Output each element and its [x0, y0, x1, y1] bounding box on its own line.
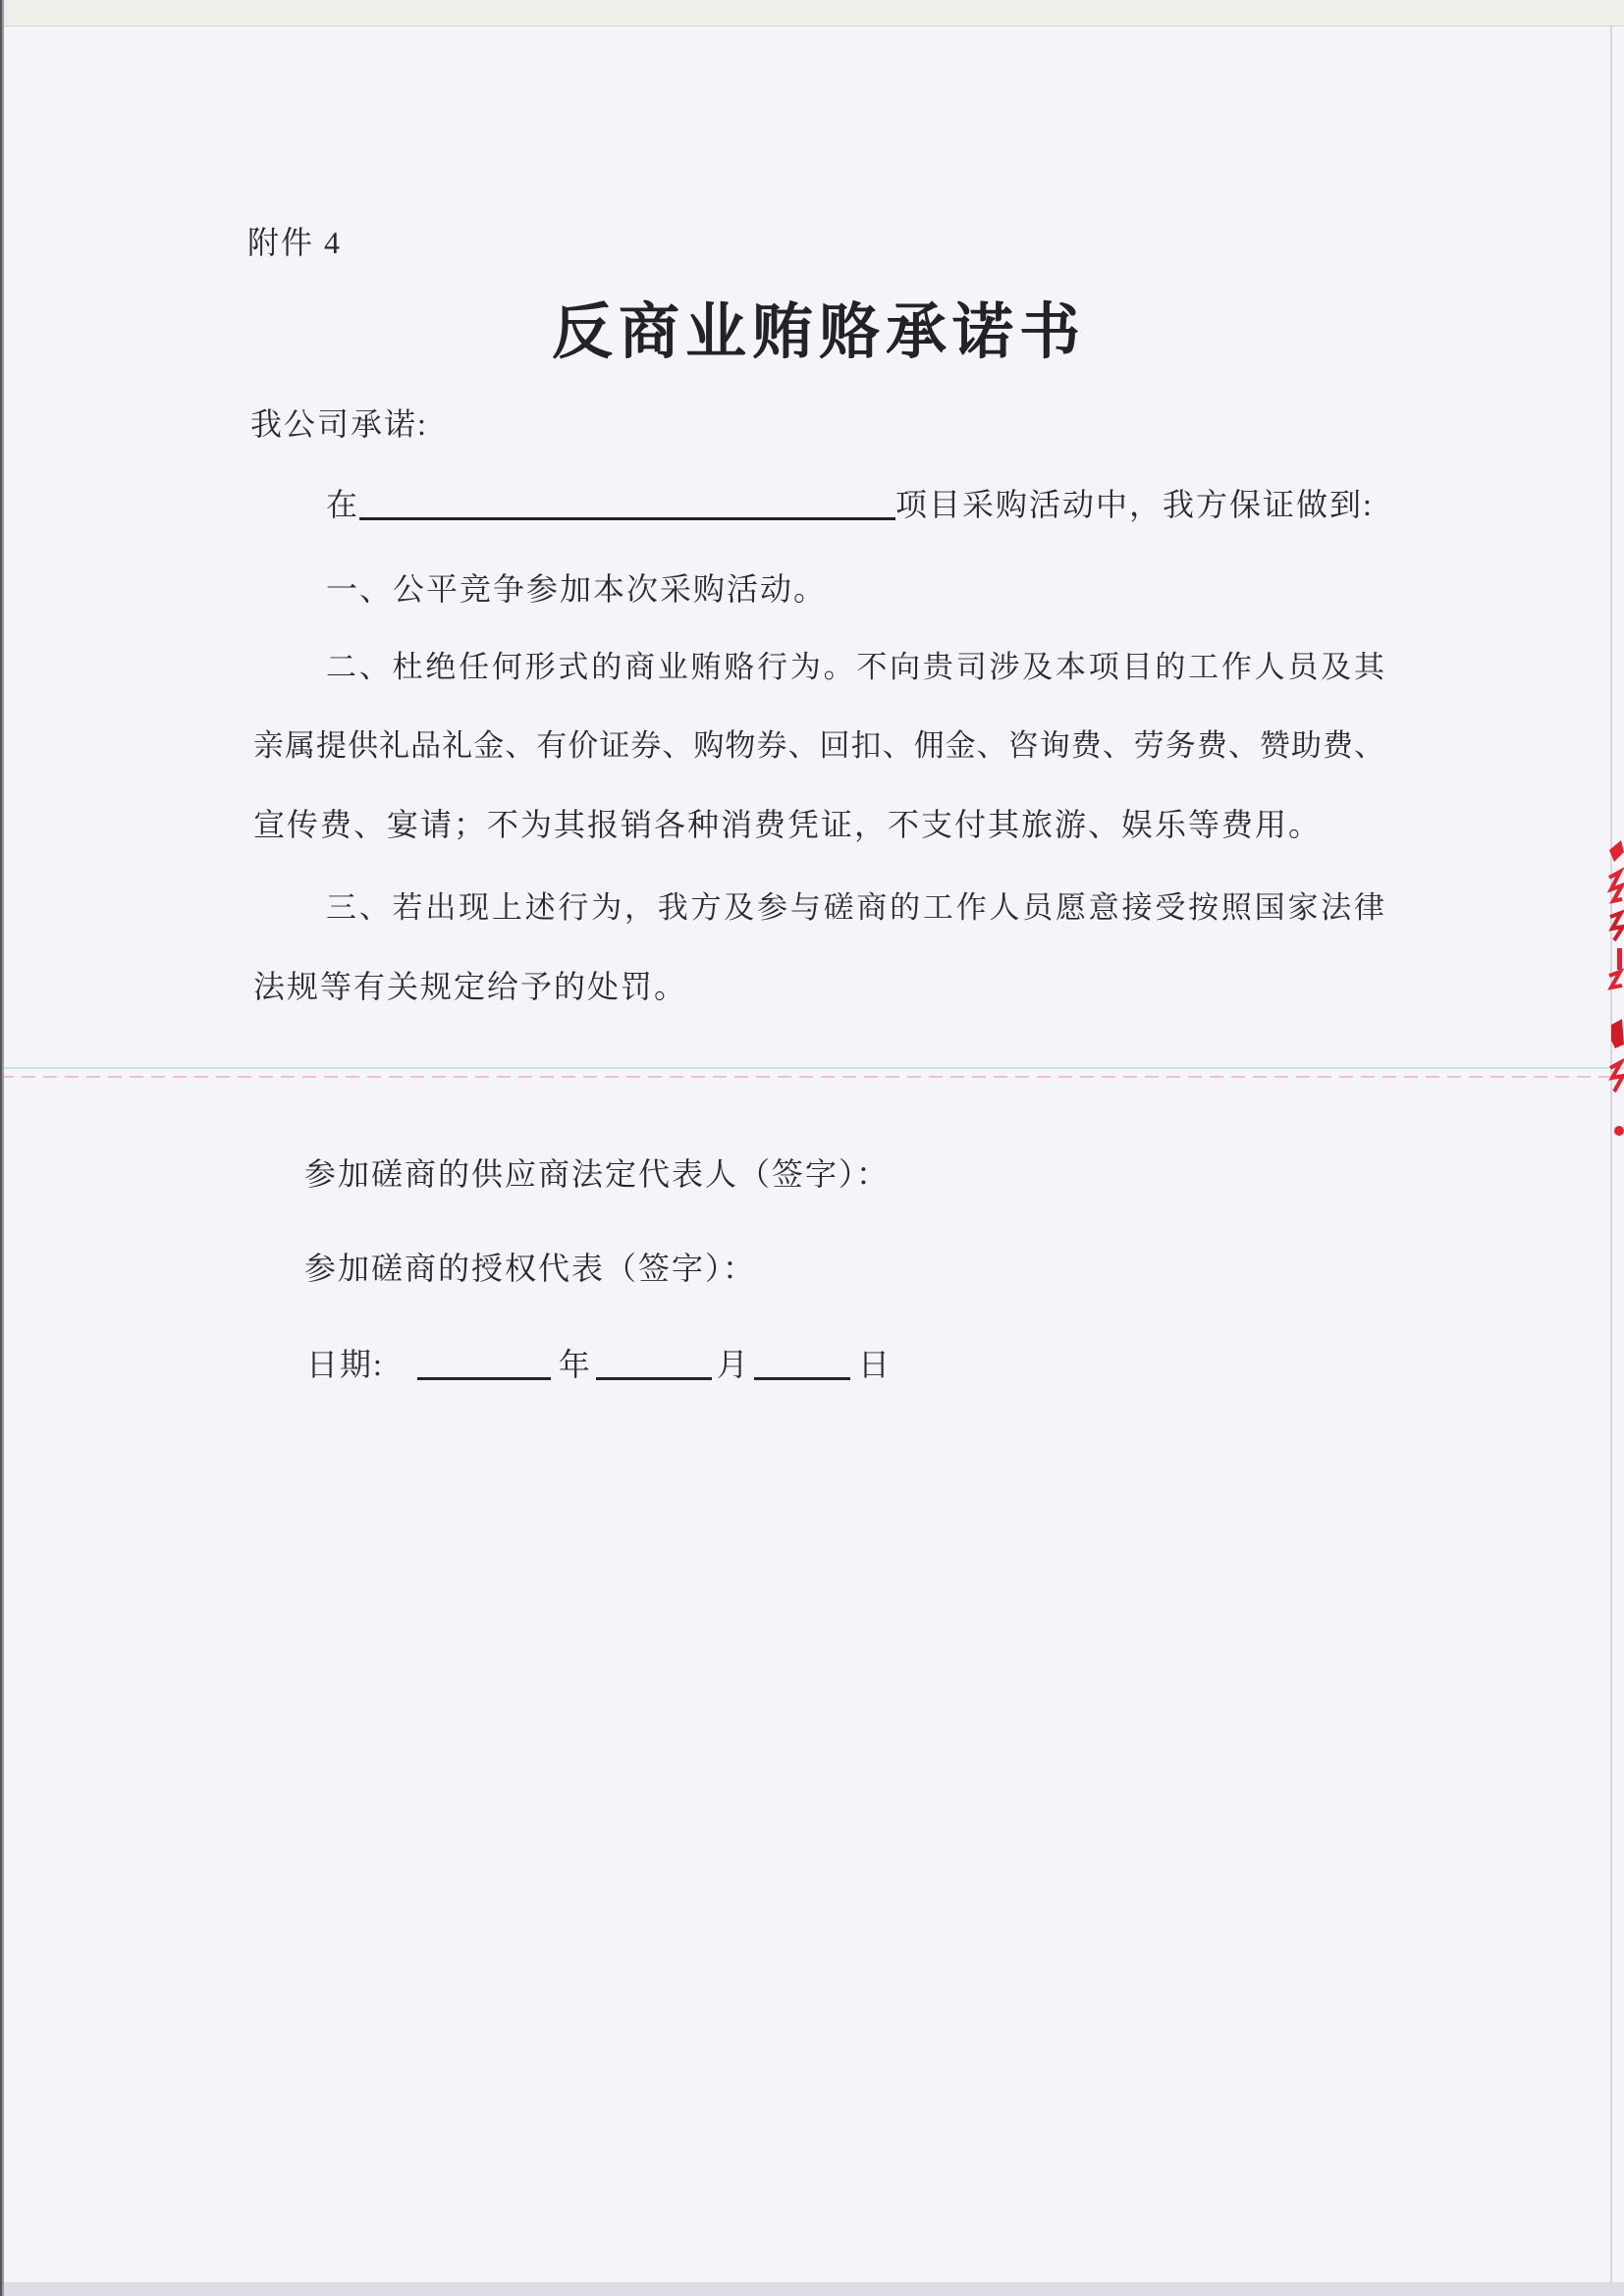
signature-line-legal-representative: 参加磋商的供应商法定代表人（签字）：	[304, 1156, 891, 1192]
project-line-prefix: 在	[326, 487, 360, 522]
scan-seam-line-cyan	[0, 1067, 1624, 1069]
clause-line-2: 二、杜绝任何形式的商业贿赂行为。不向贵司涉及本项目的工作人员及其	[326, 650, 1384, 684]
clause-line-3-end: 法规等有关规定给予的处罚。	[253, 969, 688, 1004]
date-month-blank-underline	[596, 1348, 712, 1380]
attachment-label: 附件 4	[247, 225, 343, 260]
scan-seam-line-pink	[0, 1076, 1624, 1078]
clause-line-1: 一、公平竞争参加本次采购活动。	[326, 571, 828, 607]
project-name-blank-underline	[359, 486, 895, 520]
date-day-blank-underline	[754, 1348, 850, 1380]
date-label: 日期:	[306, 1347, 384, 1382]
intro-line: 我公司承诺:	[250, 406, 428, 442]
clause-line-3: 三、若出现上述行为，我方及参与磋商的工作人员愿意接受按照国家法律	[326, 890, 1384, 925]
date-line	[306, 1345, 892, 1384]
red-stamp-fragment-icon	[1606, 836, 1624, 1147]
date-day-label: 日	[857, 1347, 892, 1382]
clause-line-2-end: 宣传费、宴请；不为其报销各种消费凭证，不支付其旅游、娱乐等费用。	[253, 807, 1323, 842]
signature-line-authorized-representative: 参加磋商的授权代表（签字）：	[304, 1251, 757, 1286]
date-year-blank-underline	[417, 1348, 551, 1380]
scan-edge-top	[0, 0, 1624, 27]
date-month-label: 月	[716, 1347, 750, 1382]
project-line-suffix: 项目采购活动中，我方保证做到:	[895, 487, 1374, 522]
scan-edge-bottom	[0, 2282, 1624, 2296]
document-title: 反商业贿赂承诺书	[551, 299, 1086, 366]
clause-line-2-cont: 亲属提供礼品礼金、有价证券、购物券、回扣、佣金、咨询费、劳务费、赞助费、	[253, 728, 1384, 763]
date-year-label: 年	[558, 1347, 592, 1382]
project-blank-line	[326, 485, 1374, 524]
